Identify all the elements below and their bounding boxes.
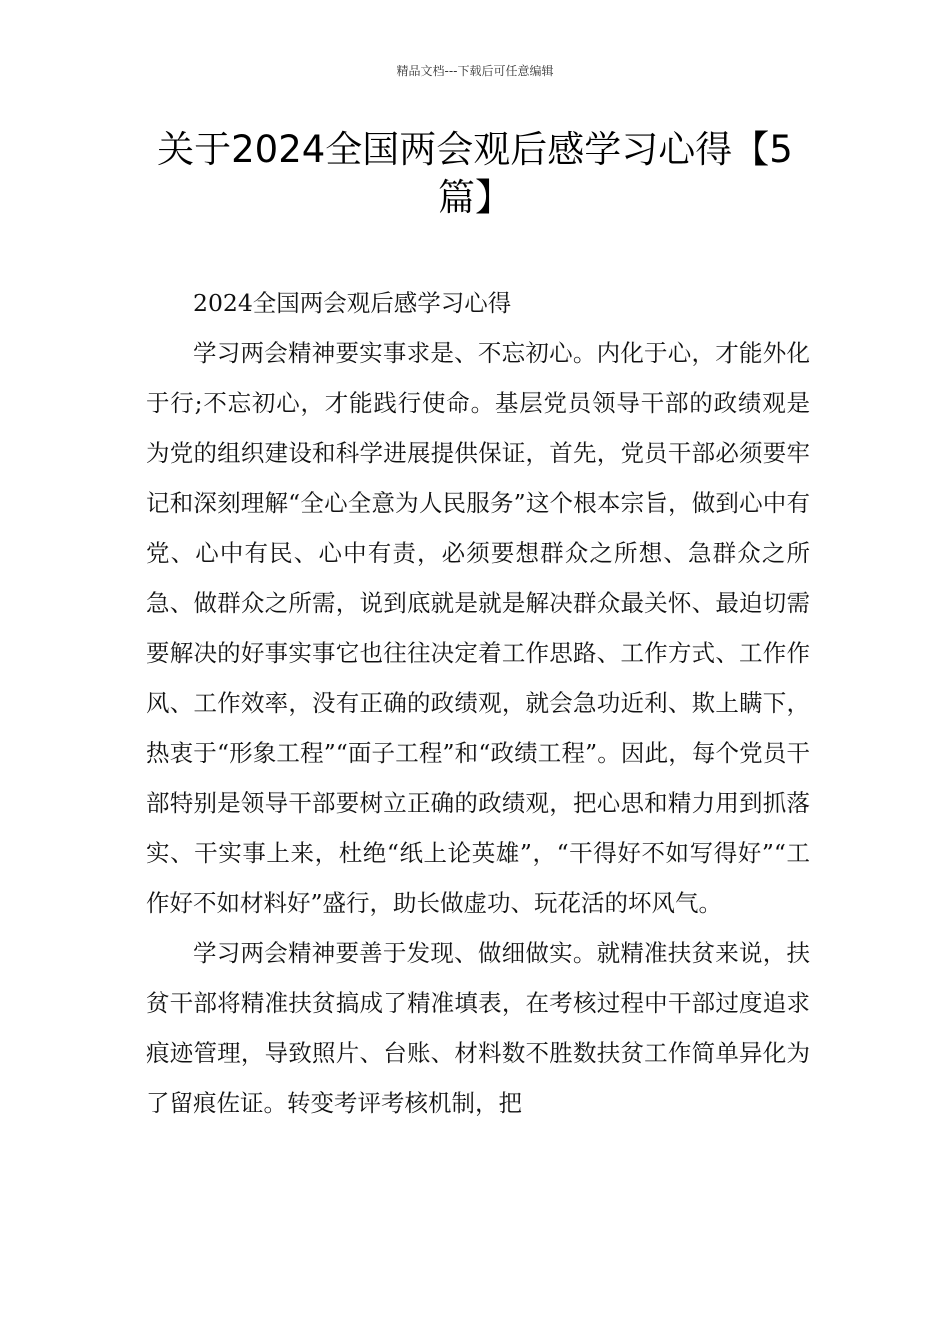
paragraph-2: 学习两会精神要善于发现、做细做实。就精准扶贫来说，扶贫干部将精准扶贫搞成了精准填表，在考核过程中干部过度追求痕迹管理，导致照片、台账、材料数不胜数扶贫工作简单异化为了留痕佐证。转变考评考核机制，把 xyxy=(146,939,810,1117)
section-heading: 2024全国两会观后感学习心得 xyxy=(193,289,512,317)
document-body xyxy=(146,278,810,1128)
document-title: 关于2024全国两会观后感学习心得【5篇】 xyxy=(157,128,793,219)
paragraph-1: 学习两会精神要实事求是、不忘初心。内化于心，才能外化于行;不忘初心，才能践行使命。基层党员领导干部的政绩观是为党的组织建设和科学进展提供保证，首先，党员干部必须要牢记和深刻理解“全心全意为人民服务”这个根本宗旨，做到心中有党、心中有民、心中有责，必须要想群众之所想、急群众之所急、做群众之所需，说到底就是就是解决群众最关怀、最迫切需要解决的好事实事它也往往决定着工作思路、工作方式、工作作风、工作效率，没有正确的政绩观，就会急功近利、欺上瞒下，热衷于“形象工程”“面子工程”和“政绩工程”。因此，每个党员干部特别是领导干部要树立正确的政绩观，把心思和精力用到抓落实、干实事上来，杜绝“纸上论英雄”，“干得好不如写得好”“工作好不如材料好”盛行，助长做虚功、玩花活的坏风气。 xyxy=(146,339,810,917)
header-note: 精品文档---下载后可任意编辑 xyxy=(396,64,554,78)
